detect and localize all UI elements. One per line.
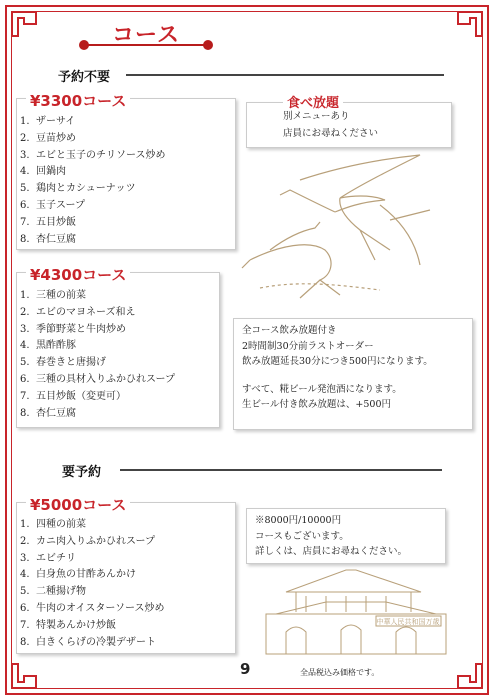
premium-course-note-box: ※8000円/10000円 コースもございます。 詳しくは、店員にお尋ねください。	[246, 508, 446, 564]
buffet-title: 食べ放題	[283, 92, 343, 111]
drinks-note-box: 全コース飲み放題付き 2時間制30分前ラストオーダー 飲み放題延長30分につき500円になります。 すべて、糀ビール発泡酒になります。 生ビール付き飲み放題は、+500円	[233, 318, 473, 430]
corner-ornament-top-right	[446, 4, 490, 48]
page-title-block	[76, 18, 216, 54]
list-item: 2. カニ肉入りふかひれスープ	[20, 535, 155, 547]
course-list-4300	[20, 288, 175, 422]
course-list-3300	[20, 114, 166, 248]
list-item: 8. 白きくらげの冷製デザート	[20, 636, 156, 648]
course-title-3300: ¥3300コース	[26, 90, 130, 111]
section-heading-no-reservation: 予約不要	[58, 70, 111, 85]
list-item: 8. 杏仁豆腐	[20, 407, 76, 419]
tiananmen-gate-illustration	[246, 562, 458, 658]
corner-ornament-top-left	[4, 4, 48, 48]
section-rule-no-reservation	[126, 74, 444, 76]
page-number: 9	[240, 660, 251, 678]
page-title: コース	[112, 23, 180, 48]
cranes-illustration	[240, 150, 455, 300]
section-heading-reservation: 要予約	[62, 465, 102, 480]
list-item: 3. エビチリ	[20, 552, 76, 564]
list-item: 1. 四種の前菜	[20, 519, 86, 530]
list-item: 6. 牛肉のオイスターソース炒め	[20, 602, 165, 614]
list-item: 4. 黒酢酢豚	[20, 340, 76, 352]
list-item: 2. 豆苗炒め	[20, 132, 76, 144]
list-item: 7. 五目炒飯（変更可）	[20, 390, 126, 402]
buffet-note: 別メニューあり 店員にお尋ねください	[283, 111, 379, 139]
list-item: 7. 特製あんかけ炒飯	[20, 619, 116, 631]
course-list-5000	[20, 517, 165, 651]
list-item: 4. 回鍋肉	[20, 166, 66, 178]
list-item: 5. 春巻きと唐揚げ	[20, 357, 106, 369]
list-item: 6. 玉子スープ	[20, 199, 85, 211]
course-title-4300: ¥4300コース	[26, 264, 130, 285]
course-title-5000: ¥5000コース	[26, 494, 130, 515]
list-item: 2. エビのマヨネーズ和え	[20, 306, 136, 318]
tax-included-note: 全品税込み価格です。	[300, 668, 380, 677]
list-item: 1. 三種の前菜	[20, 290, 86, 301]
list-item: 6. 三種の具材入りふかひれスープ	[20, 373, 175, 385]
list-item: 7. 五目炒飯	[20, 216, 76, 228]
list-item: 4. 白身魚の甘酢あんかけ	[20, 569, 136, 581]
list-item: 1. ザーサイ	[20, 116, 76, 127]
list-item: 8. 杏仁豆腐	[20, 233, 76, 245]
corner-ornament-bottom-right	[446, 652, 490, 696]
section-rule-reservation	[120, 469, 442, 471]
list-item: 5. 鶏肉とカシューナッツ	[20, 183, 136, 195]
corner-ornament-bottom-left	[4, 652, 48, 696]
list-item: 3. エビと玉子のチリソース炒め	[20, 149, 166, 161]
gate-sign-text: 中華人民共和国万歳	[376, 618, 440, 626]
list-item: 5. 二種揚げ物	[20, 586, 86, 598]
list-item: 3. 季節野菜と牛肉炒め	[20, 323, 126, 335]
